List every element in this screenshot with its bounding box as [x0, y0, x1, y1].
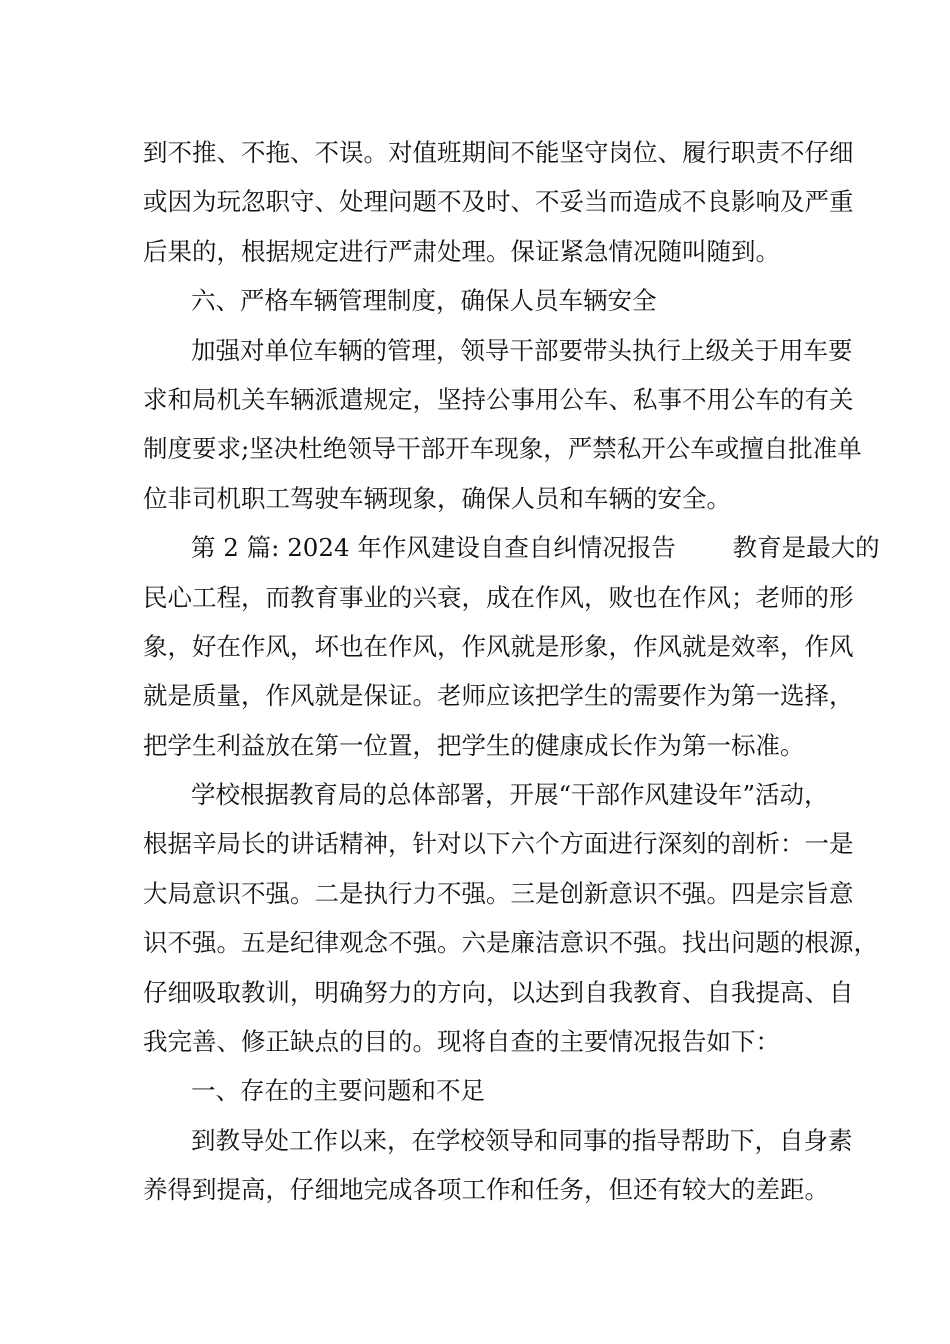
text-line: 求和局机关车辆派遣规定，坚持公事用公车、私事不用公车的有关 — [143, 384, 854, 414]
text-line: 或因为玩忽职守、处理问题不及时、不妥当而造成不良影响及严重 — [143, 187, 854, 217]
text-line: 制度要求;坚决杜绝领导干部开车现象，严禁私开公车或擅自批准单 — [143, 434, 862, 464]
text-line: 把学生利益放在第一位置，把学生的健康成长作为第一标准。 — [143, 730, 805, 760]
text-line: 学校根据教育局的总体部署，开展“干部作风建设年”活动， — [191, 780, 829, 810]
section-heading: 六、严格车辆管理制度，确保人员车辆安全 — [191, 286, 657, 316]
section-heading: 一、存在的主要问题和不足 — [191, 1076, 485, 1106]
text-line: 加强对单位车辆的管理，领导干部要带头执行上级关于用车要 — [191, 335, 853, 365]
text-line: 我完善、修正缺点的目的。现将自查的主要情况报告如下： — [143, 1027, 780, 1057]
text-line: 根据辛局长的讲话精神，针对以下六个方面进行深刻的剖析：一是 — [143, 829, 854, 859]
text-line: 民心工程，而教育事业的兴衰，成在作风，败也在作风；老师的形 — [143, 582, 854, 612]
text-line: 大局意识不强。二是执行力不强。三是创新意识不强。四是宗旨意 — [143, 878, 854, 908]
text-line: 养得到提高，仔细地完成各项工作和任务，但还有较大的差距。 — [143, 1175, 829, 1205]
text-line: 到教导处工作以来，在学校领导和同事的指导帮助下，自身素 — [191, 1125, 853, 1155]
text-line: 后果的，根据规定进行严肃处理。保证紧急情况随叫随到。 — [143, 236, 780, 266]
text-line: 象，好在作风，坏也在作风，作风就是形象，作风就是效率，作风 — [143, 631, 854, 661]
text-line: 识不强。五是纪律观念不强。六是廉洁意识不强。找出问题的根源， — [143, 928, 878, 958]
text-line: 到不推、不拖、不误。对值班期间不能坚守岗位、履行职责不仔细 — [143, 138, 854, 167]
article-title-line: 第 2 篇: 2024 年作风建设自查自纠情况报告 教育是最大的 — [191, 533, 880, 563]
text-line: 仔细吸取教训，明确努力的方向，以达到自我教育、自我提高、自 — [143, 977, 854, 1007]
text-line: 就是质量，作风就是保证。老师应该把学生的需要作为第一选择， — [143, 681, 854, 711]
document-body — [143, 128, 880, 1215]
text-line: 位非司机职工驾驶车辆现象，确保人员和车辆的安全。 — [143, 483, 731, 513]
